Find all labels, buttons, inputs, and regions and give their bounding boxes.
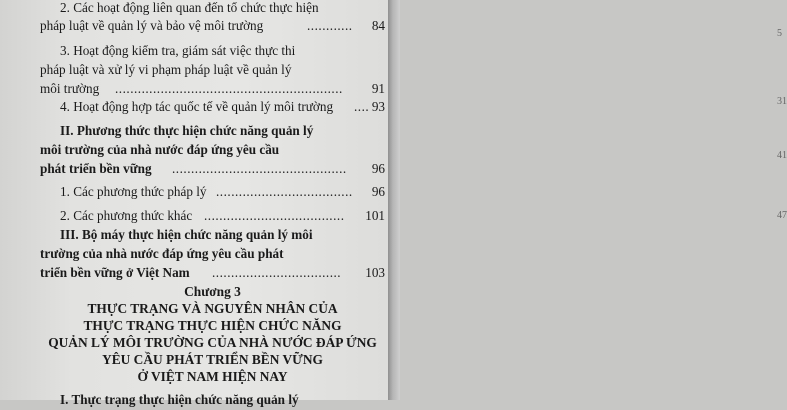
toc-entry-line: 1. Các phương thức pháp lý .................................... 96 <box>0 182 385 202</box>
page-number: 101 <box>365 208 385 223</box>
page-number: 103 <box>365 265 385 280</box>
toc-entry-line: pháp luật và xử lý vi phạm pháp luật về quản lý <box>40 62 292 77</box>
toc-section-line: II. Phương thức thực hiện chức năng quản lý <box>60 123 314 138</box>
toc-entry-line: môi trường ............................................................ 91 <box>0 79 385 99</box>
toc-entry-line: 2. Các hoạt động liên quan đến tổ chức thực hiện <box>60 0 319 15</box>
page-number: 84 <box>371 18 385 33</box>
page-number: 96 <box>371 161 385 176</box>
edge-page-number: 31 <box>777 96 787 107</box>
chapter-title-line: THỰC TRẠNG THỰC HIỆN CHỨC NĂNG <box>83 318 342 333</box>
edge-page-number: 47 <box>777 210 787 221</box>
chapter-title-line: THỰC TRẠNG VÀ NGUYÊN NHÂN CỦA <box>87 301 338 316</box>
chapter-label: Chương 3 <box>184 284 241 299</box>
toc-entry-line: pháp luật về quản lý và bảo vệ môi trường ............ 84 <box>0 16 385 36</box>
edge-page-number: 5 <box>777 28 782 39</box>
toc-section-line: trường của nhà nước đáp ứng yêu cầu phát <box>40 246 284 261</box>
chapter-title-line: QUẢN LÝ MÔI TRƯỜNG CỦA NHÀ NƯỚC ĐÁP ỨNG <box>48 335 377 350</box>
edge-page-number: 41 <box>777 150 787 161</box>
chapter-title-line: Ở VIỆT NAM HIỆN NAY <box>137 369 288 384</box>
page-number: 91 <box>371 81 385 96</box>
toc-entry-line: 2. Các phương thức khác ..................................... 101 <box>0 206 385 226</box>
toc-section-line: phát triển bền vững .............................................. 96 <box>0 159 385 179</box>
toc-section-line: môi trường của nhà nước đáp ứng yêu cầu <box>40 142 280 157</box>
page-number: 96 <box>371 184 385 199</box>
toc-section-line: triển bền vững ở Việt Nam .................................. 103 <box>0 263 385 283</box>
chapter-title-line: YÊU CẦU PHÁT TRIỂN BỀN VỮNG <box>102 352 323 367</box>
toc-entry-line: 4. Hoạt động hợp tác quốc tế về quản lý môi trường .... 93 <box>0 97 385 117</box>
toc-section-line-cutoff: I. Thực trạng thực hiện chức năng quản lý <box>60 392 299 407</box>
toc-section-line: III. Bộ máy thực hiện chức năng quản lý môi <box>60 227 313 242</box>
page-number: 93 <box>371 99 385 114</box>
toc-entry-line: 3. Hoạt động kiểm tra, giám sát việc thực thi <box>60 43 296 58</box>
